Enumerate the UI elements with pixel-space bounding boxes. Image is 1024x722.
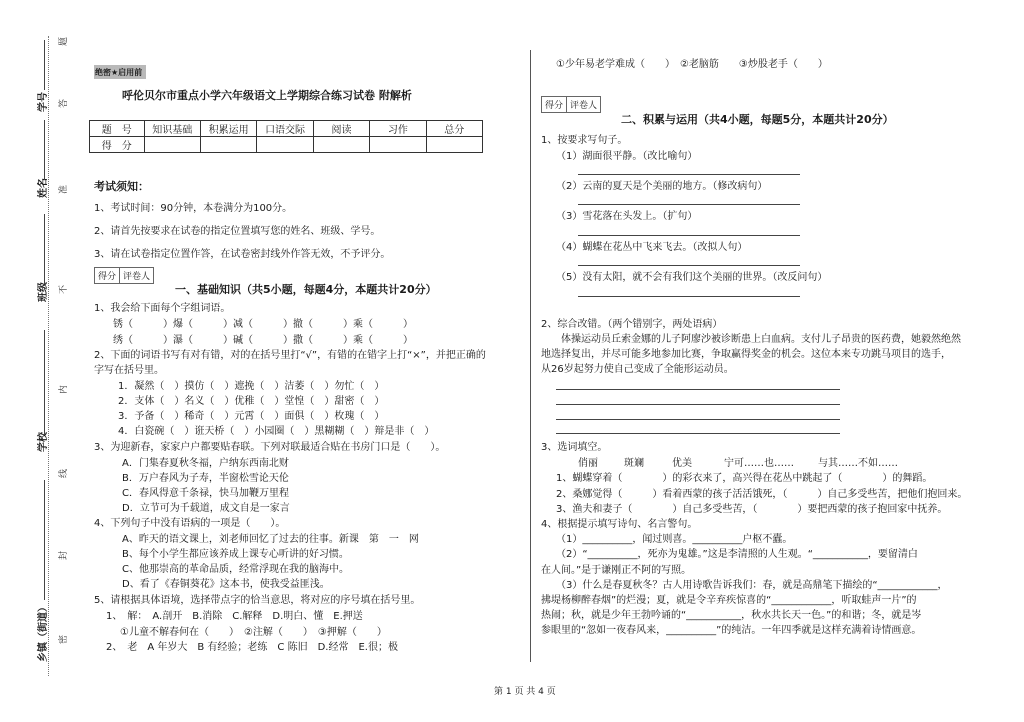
question-line: ①少年易老学难成（ ） ②老脑筋 ③炒股老手（ ）: [556, 59, 828, 70]
choice-option: A、昨天的语文课上，刘老师回忆了过去的往事。新课 第 一 网: [122, 534, 419, 545]
answer-line[interactable]: [556, 389, 840, 390]
section2-title: 二、积累与运用（共4小题，每题5分，本题共计20分）: [621, 113, 894, 126]
answer-line[interactable]: [578, 174, 800, 175]
binding-mark: 题: [59, 36, 69, 46]
word-option: 与其……不如……: [818, 458, 898, 469]
question-line: 4、下列句子中没有语病的一项是（ ）。: [94, 518, 286, 529]
question-line: 2、桑娜觉得（ ）看着西蒙的孩子活活饿死，（ ）自己多受些苦，把他们抱回来。: [556, 489, 968, 500]
score-cell[interactable]: [313, 137, 369, 153]
class-blank[interactable]: [44, 214, 45, 284]
choice-option: B、每个小学生都应该养成上课专心听讲的好习惯。: [122, 549, 349, 560]
scorer-score-label: 得分: [95, 268, 120, 283]
question-line: （4）蝴蝶在花丛中飞来飞去。（改拟人句）: [556, 242, 748, 253]
question-line: （3）雪花落在头发上。（扩句）: [556, 211, 698, 222]
question-line: （1）湖面很平静。（改比喻句）: [556, 151, 698, 162]
passage-line: 从26岁起努力使自己变成了全能形运动员。: [541, 364, 734, 375]
scorer-score-label: 得分: [542, 97, 567, 112]
notice-item: 2、请首先按要求在试卷的指定位置填写您的姓名、班级、学号。: [94, 226, 381, 237]
answer-line[interactable]: [556, 433, 840, 434]
score-table-header: 题 号: [90, 121, 145, 137]
student-id-blank[interactable]: [44, 40, 45, 90]
choice-option: D．立节可为千载道，成文自是一家言: [122, 503, 290, 514]
scorer-box: [541, 96, 601, 113]
answer-line[interactable]: [578, 296, 800, 297]
word-option: 优美: [672, 458, 692, 469]
column-divider: [530, 50, 531, 662]
question-line: 参眼里的“忽如一夜春风来，__________”的纯洁。一年四季就是这样充满着诗情画意。: [541, 625, 922, 636]
question-line: 锈（ ）爆（ ）减（ ）撤（ ）乘（ ）: [113, 319, 413, 330]
binding-mark: 封: [59, 550, 69, 560]
word-option: 俏丽: [578, 458, 598, 469]
question-line: 在人间。”是于谦刚正不阿的写照。: [541, 565, 692, 576]
scorer-grader-label: 评卷人: [570, 101, 598, 111]
score-cell[interactable]: [426, 137, 482, 153]
question-line: 3、选词填空。: [541, 442, 608, 453]
score-table-header: 知识基础: [144, 121, 200, 137]
question-line: 绣（ ）瀑（ ）碱（ ）撒（ ）乘（ ）: [113, 335, 413, 346]
binding-mark: 不: [59, 284, 69, 294]
question-line: 1、我会给下面每个字组词语。: [94, 303, 231, 314]
secret-label: 绝密★启用前: [95, 68, 143, 77]
page-footer: 第 1 页 共 4 页: [494, 687, 556, 697]
question-line: ①儿童不解春何在（ ） ②注解（ ） ③押解（ ）: [120, 627, 387, 638]
question-line: 热闹；秋，就是少年王勃吟诵的“___________，秋水共长天一色。”的和谐；冬，就是岑: [541, 610, 922, 621]
score-cell[interactable]: [370, 137, 426, 153]
answer-line[interactable]: [578, 235, 800, 236]
answer-line[interactable]: [556, 419, 840, 420]
question-line: 1、按要求写句子。: [541, 135, 628, 146]
question-line: 3、渔夫和妻子（ ）自己多受些苦，（ ）要把西蒙的孩子抱回家中抚养。: [556, 504, 948, 515]
binding-mark: 内: [59, 384, 69, 394]
binding-label-school: 学校: [38, 432, 49, 452]
scorer-box: [94, 267, 154, 284]
binding-label-class: 班级: [38, 282, 49, 302]
binding-line: [48, 36, 49, 676]
question-line: 1、 解： A.剖开 B.消除 C.解释 D.明白、懂 E.押送: [106, 611, 363, 622]
township-blank[interactable]: [44, 480, 45, 600]
question-line: 3．予备（ ）稀奇（ ）元霄（ ）面俱（ ）枚瑰（ ）: [118, 411, 385, 422]
question-line: （2）云南的夏天是个美丽的地方。（修改病句）: [556, 181, 768, 192]
score-table-header: 总分: [426, 121, 482, 137]
score-cell[interactable]: [200, 137, 256, 153]
question-line: 字写在括号里。: [94, 365, 164, 376]
question-line: 2、综合改错。（两个错别字，两处语病）: [541, 319, 723, 330]
binding-mark: 准: [59, 184, 69, 194]
score-table: [89, 120, 483, 153]
question-line: （5）没有太阳，就不会有我们这个美丽的世界。（改反问句）: [556, 272, 828, 283]
notice-heading: 考试须知：: [94, 180, 149, 193]
choice-option: A．门集春夏秋冬福，户纳东西南北财: [122, 458, 289, 469]
binding-mark: 线: [59, 468, 69, 478]
binding-label-student-id: 学号: [38, 92, 49, 112]
binding-label-township: 乡镇（街道）: [38, 602, 49, 662]
binding-label-name: 姓名: [38, 178, 49, 198]
score-cell[interactable]: [257, 137, 313, 153]
name-blank[interactable]: [44, 120, 45, 180]
word-option: 宁可……也……: [724, 458, 794, 469]
score-table-header: 积累运用: [200, 121, 256, 137]
question-line: （1）__________，闻过则喜。__________户枢不蠹。: [556, 534, 793, 545]
binding-mark: 密: [59, 634, 69, 644]
answer-line[interactable]: [578, 265, 800, 266]
question-line: 1、蝴蝶穿着（ ）的彩衣来了，高兴得在花丛中跳起了（ ）的舞蹈。: [556, 473, 933, 484]
score-cell[interactable]: [144, 137, 200, 153]
binding-mark: 答: [59, 98, 69, 108]
notice-item: 1、考试时间：90分钟，本卷满分为100分。: [94, 203, 293, 214]
question-line: 1．凝然（ ）摸仿（ ）遮挽（ ）洁萎（ ）勿忙（ ）: [118, 381, 385, 392]
answer-line[interactable]: [578, 204, 800, 205]
question-line: （3）什么是春夏秋冬？古人用诗歌告诉我们：春，就是高鼎笔下描绘的“____________，: [556, 580, 948, 591]
score-row-label: 得 分: [90, 137, 145, 153]
question-line: 5、请根据具体语境，选择带点字的恰当意思，将对应的序号填在括号里。: [94, 595, 421, 606]
answer-line[interactable]: [556, 404, 840, 405]
choice-option: B．万户春风为子寿，半窗松雪论天伦: [122, 473, 289, 484]
score-table-header: 习作: [370, 121, 426, 137]
word-option: 斑斓: [624, 458, 644, 469]
question-line: 3、为迎新春，家家户户都要贴春联。下列对联最适合贴在书房门口是（ ）。: [94, 442, 446, 453]
question-line: 2、下面的词语书写有对有错，对的在括号里打“√”，有错的在错字上打“×”，并把正确的: [94, 350, 486, 361]
school-blank[interactable]: [44, 330, 45, 435]
page-title: 呼伦贝尔市重点小学六年级语文上学期综合练习试卷 附解析: [122, 89, 412, 102]
question-line: （2）“__________，死亦为鬼雄。”这是李清照的人生观。“___________，要留清白: [556, 549, 918, 560]
score-table-header: 口语交际: [257, 121, 313, 137]
question-line: 2．支体（ ）名义（ ）优稚（ ）堂惶（ ）甜密（ ）: [118, 396, 385, 407]
choice-option: C、他那崇高的革命品质，经常浮现在我的脑海中。: [122, 564, 349, 575]
score-table-header: 阅读: [313, 121, 369, 137]
scorer-grader-label: 评卷人: [123, 272, 151, 282]
choice-option: C．春风得意千条禄，快马加鞭万里程: [122, 488, 289, 499]
question-line: 4、根据提示填写诗句、名言警句。: [541, 519, 698, 530]
question-line: 2、 老 A 年岁大 B 有经验；老练 C 陈旧 D.经常 E.很；极: [106, 642, 398, 653]
question-line: 4．白瓷碗（ ）诳天桥（ ）小园圈（ ）黑糊糊（ ）辩是非（ ）: [118, 426, 435, 437]
question-line: 拂堤杨柳醉春烟”的烂漫；夏，就是令辛弃疾惊喜的“____________，听取蛙声一片”的: [541, 595, 917, 606]
passage-line: 地选择复出，并尽可能多地参加比赛，争取赢得奖金的机会。这位本来专功跳马项目的选手，: [541, 349, 951, 360]
choice-option: D、看了《春铜葵花》这本书，使我受益匪浅。: [122, 579, 330, 590]
notice-item: 3、请在试卷指定位置作答，在试卷密封线外作答无效，不予评分。: [94, 249, 391, 260]
section1-title: 一、基础知识（共5小题，每题4分，本题共计20分）: [175, 283, 437, 296]
passage-line: 体操运动员丘索金娜的儿子阿廖沙被诊断患上白血病。支付儿子昂贵的医药费，她毅然绝然: [541, 334, 961, 345]
